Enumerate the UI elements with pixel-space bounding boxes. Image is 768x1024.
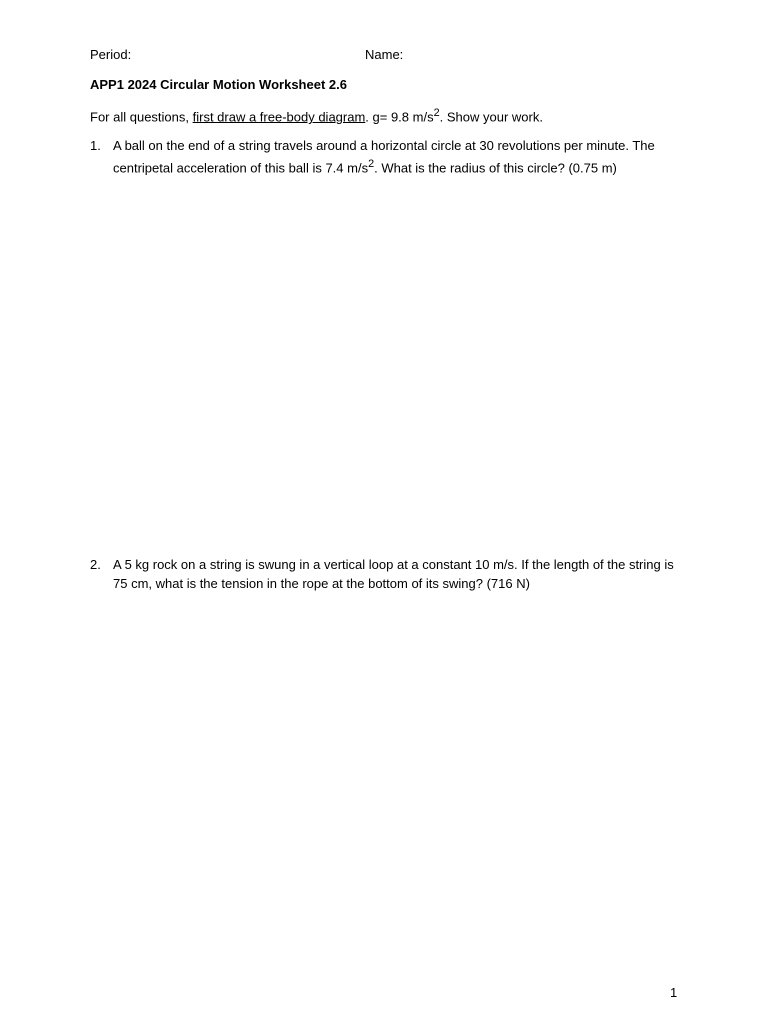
- instructions-underlined: first draw a free-body diagram: [192, 109, 366, 125]
- period-label: Period:: [90, 47, 132, 62]
- question-2: [90, 555, 675, 593]
- question-superscript: 2: [368, 158, 375, 170]
- question-text-part2: . What is the radius of this circle? (0.75 m): [374, 160, 617, 176]
- instructions-prefix: For all questions,: [90, 109, 193, 125]
- question-text: [113, 136, 675, 177]
- question-number: 2.: [90, 557, 101, 572]
- question-number: 1.: [90, 138, 101, 153]
- instructions-superscript: 2: [433, 107, 440, 119]
- header-row: [90, 47, 690, 65]
- question-text: A 5 kg rock on a string is swung in a vertical loop at a constant 10 m/s. If the length of the string is 75 cm, what is the tension in the rope at the bottom of its swing? (716 N): [113, 557, 674, 591]
- instructions-suffix: . Show your work.: [439, 109, 543, 125]
- question-text-part1: A ball on the end of a string travels around a horizontal circle at 30 revolutions per minute. The centripetal acceleration of this ball is 7.4 m/s: [113, 138, 655, 176]
- question-1: [90, 136, 675, 177]
- instructions: [90, 107, 690, 124]
- page-number: 1: [670, 985, 678, 1000]
- worksheet-title: APP1 2024 Circular Motion Worksheet 2.6: [90, 77, 347, 92]
- instructions-gravity: . g= 9.8 m/s: [365, 109, 434, 125]
- name-label: Name:: [365, 47, 404, 62]
